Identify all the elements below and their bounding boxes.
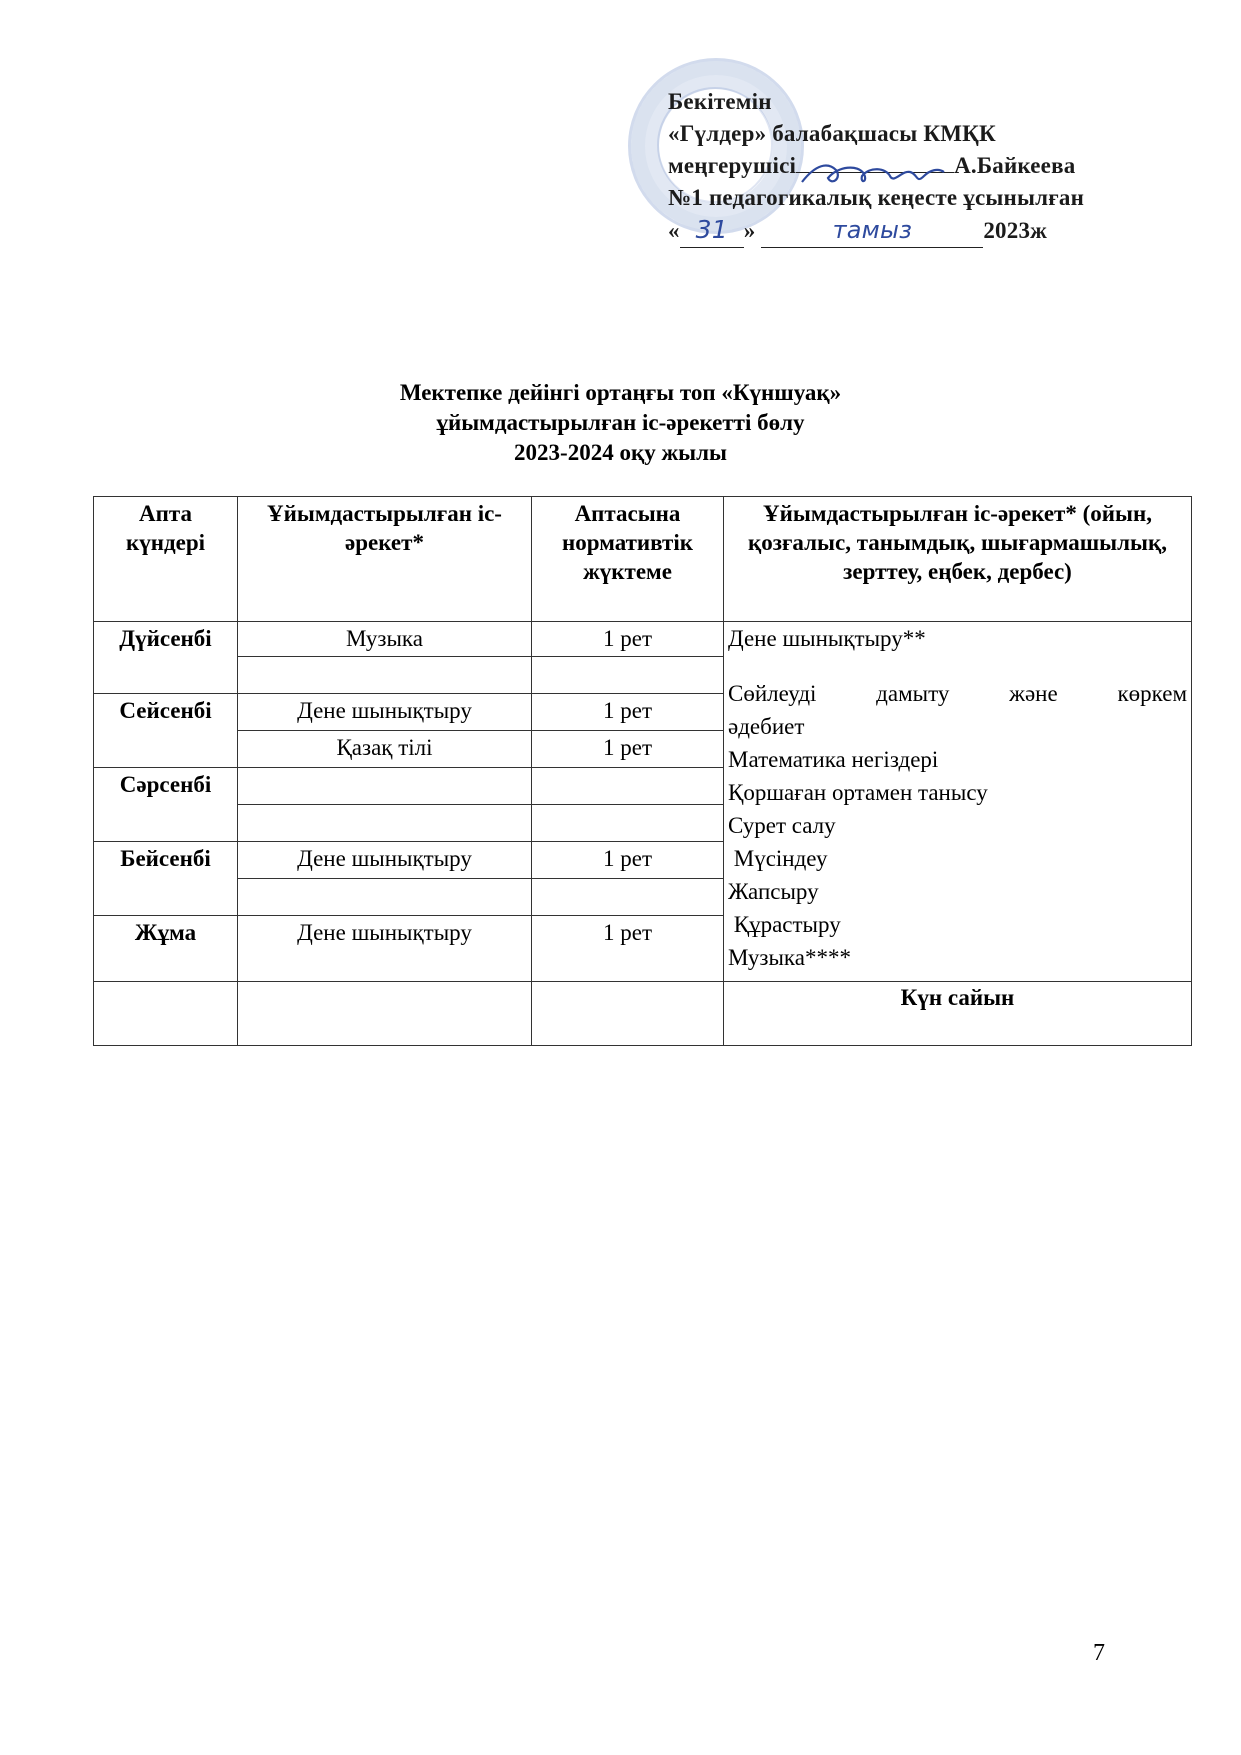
activity-cell (238, 768, 532, 805)
activity-type-item: Математика негіздері (728, 747, 939, 772)
activity-cell: Дене шынықтыру (238, 694, 532, 731)
load-cell: 1 рет (532, 694, 724, 731)
activity-type-item: Қоршаған ортамен танысу (728, 780, 988, 805)
approval-block (668, 86, 1188, 248)
date-month: тамыз (832, 216, 913, 244)
footer-empty-cell (532, 982, 724, 1046)
load-cell (532, 805, 724, 842)
activity-type-item: Дене шынықтыру** (728, 626, 926, 651)
table-footer-row (94, 982, 1192, 1046)
load-cell: 1 рет (532, 731, 724, 768)
load-cell (532, 657, 724, 694)
day-wednesday: Сәрсенбі (94, 768, 238, 842)
approval-head-name: А.Байкеева (954, 153, 1076, 178)
page-number: 7 (1093, 1640, 1105, 1666)
activity-cell (238, 657, 532, 694)
approval-line-approve: Бекітемін (668, 89, 772, 114)
title-line-group: Мектепке дейінгі ортаңғы топ «Күншуақ» (399, 380, 842, 405)
table-header-row (94, 497, 1192, 622)
activity-type-item: Мүсіндеу (728, 846, 828, 871)
approval-line-head (668, 150, 1188, 182)
schedule-table (93, 496, 1192, 1046)
footer-every-day: Күн сайын (724, 982, 1192, 1046)
date-day-line (680, 214, 744, 248)
activity-type-item: әдебиет (728, 714, 805, 739)
day-thursday: Бейсенбі (94, 842, 238, 916)
activity-type-item: Құрастыру (728, 912, 841, 937)
activity-type-item: Сөйлеуді дамыту және көркем (728, 681, 1187, 706)
activity-cell: Дене шынықтыру (238, 842, 532, 879)
activity-cell (238, 805, 532, 842)
approval-line-kindergarten: «Гүлдер» балабақшасы КМҚК (668, 121, 996, 146)
load-cell: 1 рет (532, 842, 724, 879)
signature-line (796, 172, 954, 173)
activity-type-item: Музыка**** (728, 945, 851, 970)
day-monday: Дүйсенбі (94, 622, 238, 694)
approval-line-council: №1 педагогикалық кеңесте ұсынылған (668, 185, 1085, 210)
activity-cell: Қазақ тілі (238, 731, 532, 768)
approval-head-label: меңгерушісі (668, 153, 797, 178)
date-year: 2023ж (983, 218, 1048, 243)
day-friday: Жұма (94, 916, 238, 982)
load-cell (532, 879, 724, 916)
footer-empty-cell (94, 982, 238, 1046)
header-activity-types: Ұйымдастырылған іс-әрекет* (ойын, қозғалыс, танымдық, шығармашылық, зерттеу, еңбек, дербес) (724, 497, 1192, 622)
date-open-quote: « (668, 218, 680, 243)
footer-empty-cell (238, 982, 532, 1046)
date-month-line (761, 214, 983, 248)
load-cell: 1 рет (532, 916, 724, 982)
load-cell: 1 рет (532, 622, 724, 657)
title-line-subject: ұйымдастырылған іс-әрекетті бөлу (436, 410, 805, 435)
date-day: 31 (695, 215, 728, 244)
title-line-year: 2023-2024 оқу жылы (514, 440, 727, 465)
activity-type-item: Жапсыру (728, 879, 819, 904)
activity-type-spacer (728, 655, 1187, 677)
activity-cell: Дене шынықтыру (238, 916, 532, 982)
table-row (94, 622, 1192, 657)
load-cell (532, 768, 724, 805)
header-week-days: Апта күндері (94, 497, 238, 622)
approval-line-date (668, 214, 1188, 248)
activity-type-item: Сурет салу (728, 813, 836, 838)
activity-cell: Музыка (238, 622, 532, 657)
activity-types-cell (724, 622, 1192, 982)
header-weekly-load: Аптасына нормативтік жүктеме (532, 497, 724, 622)
date-close-quote: » (743, 218, 756, 243)
activity-cell (238, 879, 532, 916)
day-tuesday: Сейсенбі (94, 694, 238, 768)
document-title (0, 378, 1241, 468)
header-activity: Ұйымдастырылған іс-әрекет* (238, 497, 532, 622)
